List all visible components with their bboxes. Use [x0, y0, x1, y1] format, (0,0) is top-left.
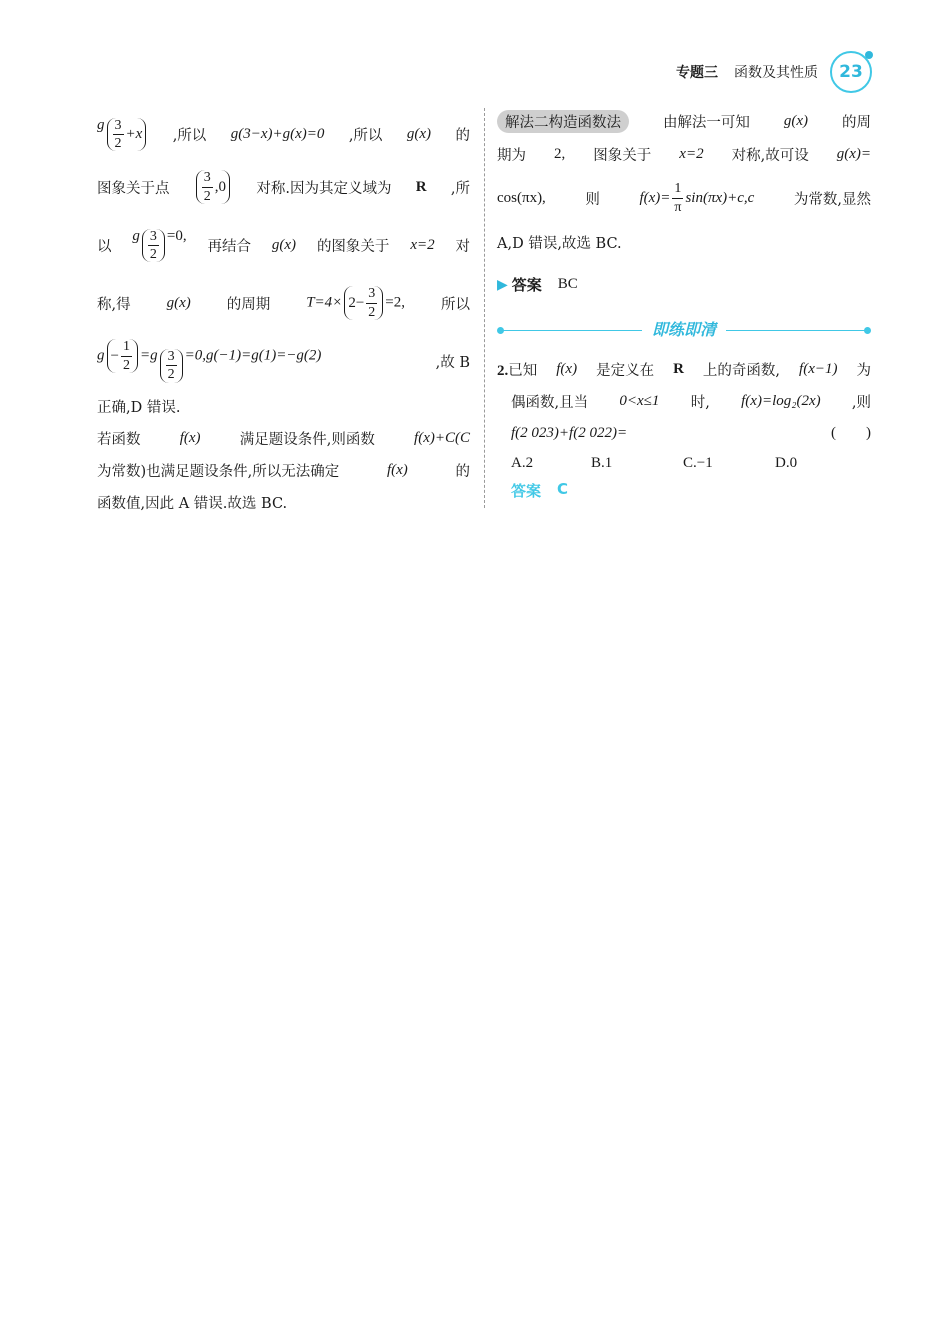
question-number: 2.	[497, 362, 509, 379]
right-line-2: 期为 2, 图象关于 x=2 对称,故可设 g(x)=	[497, 145, 871, 164]
paren-group	[142, 229, 165, 263]
left-line-7: 若函数 f(x) 满足题设条件,则函数 f(x)+C(C	[97, 429, 470, 448]
badge-dot-icon	[865, 51, 873, 59]
question-line-1: 2.已知 f(x) 是定义在 R 上的奇函数, f(x−1) 为	[497, 360, 871, 379]
left-line-6: 正确,D 错误.	[97, 399, 181, 416]
answer-label: 答案	[511, 276, 542, 294]
column-divider	[484, 108, 485, 508]
header-title: 函数及其性质	[734, 65, 818, 81]
option-d: D.0	[775, 455, 798, 471]
paren-group: $\frac{3}{2}$ ,0	[196, 170, 230, 204]
fraction: $\frac{3}{2}$	[149, 228, 157, 262]
method-tag: 解法二构造函数法	[497, 110, 629, 133]
paren-group: 2− $\frac{3}{2}$	[344, 286, 383, 320]
left-line-8: 为常数)也满足题设条件,所以无法确定 f(x) 的	[97, 461, 470, 480]
left-line-5: g − $\frac{1}{2}$ =g $\frac{3}{2}$ =0,g(−1)=g(1)=−g(2) ,故 B	[97, 339, 470, 383]
left-line-9: 函数值,因此 A 错误.故选 BC.	[97, 495, 288, 512]
fraction: $\frac{1}{2}$	[122, 339, 130, 373]
option-a: A.2	[511, 455, 534, 471]
paren-group: − $\frac{1}{2}$	[107, 339, 138, 373]
question-2	[497, 353, 871, 501]
paren-group	[160, 349, 183, 383]
practice-banner	[497, 317, 871, 341]
option-c: C.−1	[683, 455, 713, 471]
fraction: $\frac{3}{2}$	[203, 170, 211, 204]
practice-title: 即练即清	[642, 317, 726, 340]
right-line-4: A,D 错误,故选 BC.	[497, 235, 622, 252]
answer-value: C	[557, 480, 569, 498]
option-b: B.1	[591, 455, 613, 471]
right-line-3: cos(πx), 则 f(x)= $\frac{1}{\pi}$ sin(πx)+c,c 为常数,显然	[497, 181, 871, 215]
fraction: $\frac{3}{2}$	[167, 348, 175, 383]
answer-label: 答案	[511, 482, 542, 500]
answer-blank: ( )	[831, 424, 871, 441]
fraction: $\frac{3}{2}$	[368, 286, 376, 320]
options-row	[511, 455, 871, 472]
fraction: $\frac{1}{\pi}$	[674, 181, 682, 215]
left-line-1: g $\frac{3}{2}$ +x ,所以 g(3−x)+g(x)=0 ,所以 g(x) 的	[97, 116, 470, 151]
answer-row	[497, 274, 871, 295]
right-line-1: 解法二构造函数法 由解法一可知 g(x) 的周	[497, 110, 871, 132]
left-line-2: 图象关于点 $\frac{3}{2}$ ,0 对称.因为其定义域为 R ,所	[97, 170, 470, 204]
page-number: 23	[839, 62, 863, 82]
left-column	[97, 110, 470, 518]
question-line-3: f(2 023)+f(2 022)= ( )	[511, 424, 871, 441]
page-number-badge	[830, 51, 872, 93]
paren-group: $\frac{3}{2}$ +x	[107, 118, 147, 152]
left-line-4: 称,得 g(x) 的周期 T=4× 2− $\frac{3}{2}$ =2, 所以	[97, 286, 470, 320]
question-line-2: 偶函数,且当 0<x≤1 时, f(x)=log₂(2x) ,则	[511, 392, 871, 411]
left-line-3: 以 g $\frac{3}{2}$ =0, 再结合 g(x) 的图象关于 x=2 对	[97, 227, 470, 262]
triangle-arrow-icon: ▶	[497, 276, 508, 293]
header-section: 专题三	[676, 65, 718, 81]
question-answer	[511, 480, 871, 501]
right-column	[497, 110, 871, 501]
answer-value: BC	[557, 276, 578, 292]
page-header	[676, 48, 872, 96]
fraction: $\frac{3}{2}$	[114, 117, 122, 151]
